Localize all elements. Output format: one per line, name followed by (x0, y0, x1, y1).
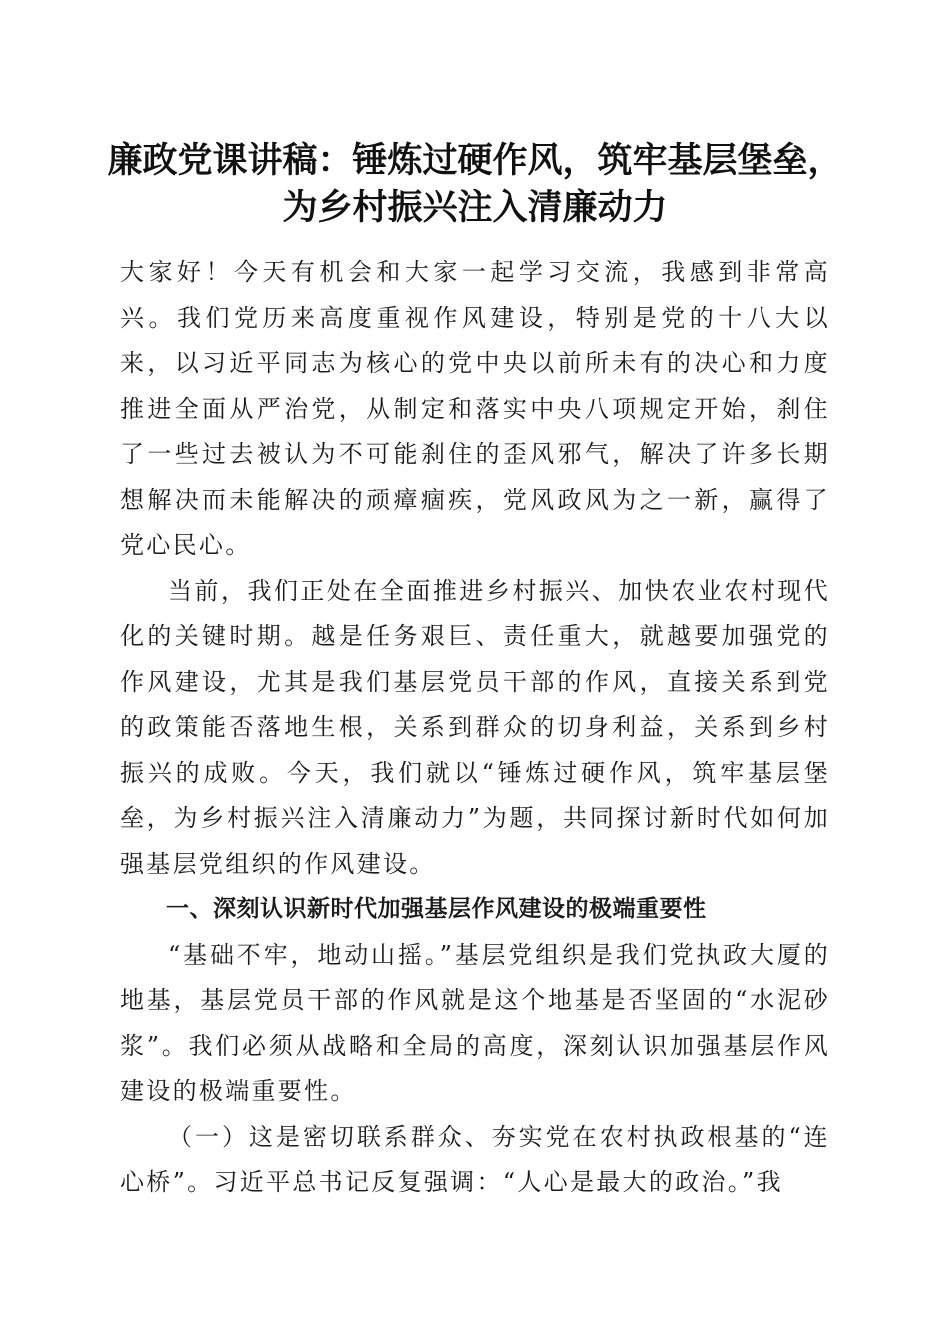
section-heading-1: 一、深刻认识新时代加强基层作风建设的极端重要性 (166, 896, 707, 922)
paragraph-context: 当前，我们正处在全面推进乡村振兴、加快农业农村现代化的关键时期。越是任务艰巨、责任重大，就越要加强党的作风建设，尤其是我们基层党员干部的作风，直接关系到党的政策能否落地生根，关系到群众的切身利益，关系到乡村振兴的成败。今天，我们就以“锤炼过硬作风，筑牢基层堡垒，为乡村振兴注入清廉动力”为题，共同探讨新时代如何加强基层党组织的作风建设。 (120, 576, 830, 878)
paragraph-greeting: 大家好！今天有机会和大家一起学习交流，我感到非常高兴。我们党历来高度重视作风建设，特别是党的十八大以来，以习近平同志为核心的党中央以前所未有的决心和力度推进全面从严治党，从制定和落实中央八项规定开始，刹住了一些过去被认为不可能刹住的歪风邪气，解决了许多长期想解决而未能解决的顽瘴痼疾，党风政风为之一新，赢得了党心民心。 (120, 258, 830, 559)
document-title-line2: 为乡村振兴注入清廉动力 (282, 187, 668, 228)
document-title-line1: 廉政党课讲稿：锤炼过硬作风，筑牢基层堡垒， (107, 140, 843, 181)
paragraph-subsection1: （一）这是密切联系群众、夯实党在农村执政根基的“连心桥”。习近平总书记反复强调：“人心是最大的政治。”我 (120, 1122, 830, 1196)
document-body (120, 250, 830, 1206)
paragraph-section1: “基础不牢，地动山摇。”基层党组织是我们党执政大厦的地基，基层党员干部的作风就是这个地基是否坚固的“水泥砂浆”。我们必须从战略和全局的高度，深刻认识加强基层作风建设的极端重要性。 (120, 940, 830, 1105)
